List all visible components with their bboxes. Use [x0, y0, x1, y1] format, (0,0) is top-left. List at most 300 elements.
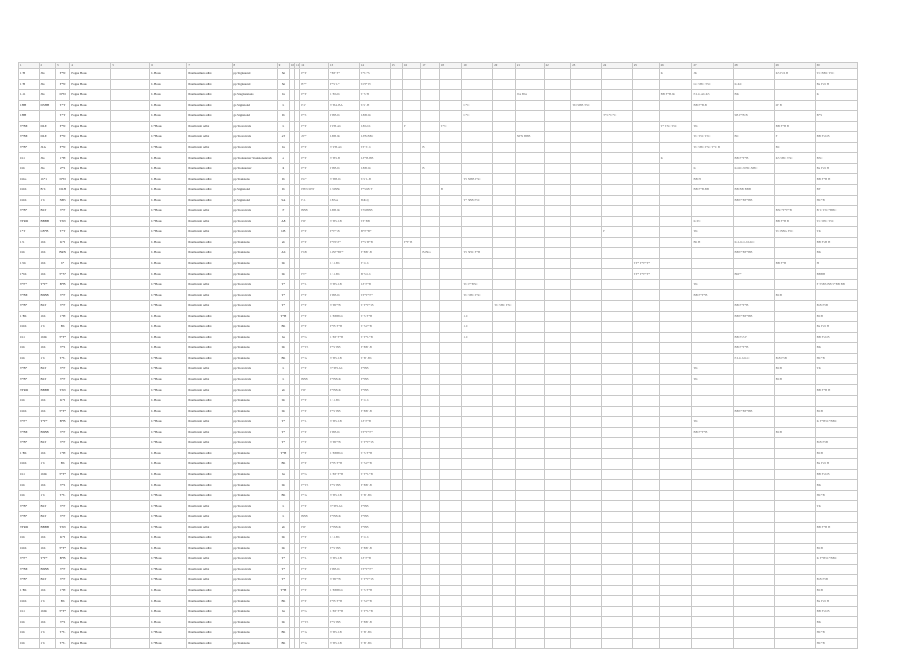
table-cell[interactable] — [774, 533, 815, 544]
table-cell[interactable] — [402, 459, 420, 470]
table-cell[interactable]: 1*H — [55, 585, 69, 596]
table-cell[interactable]: Ba Fv6 H — [815, 459, 857, 470]
table-cell[interactable] — [571, 185, 602, 196]
table-cell[interactable] — [390, 617, 402, 628]
table-cell[interactable] — [111, 90, 150, 101]
table-cell[interactable]: Ibanlaasmun adbx — [187, 100, 232, 111]
table-cell[interactable] — [111, 248, 150, 259]
table-cell[interactable]: L*Hous — [150, 142, 187, 153]
table-cell[interactable] — [692, 395, 733, 406]
table-cell[interactable] — [774, 617, 815, 628]
column-header[interactable]: 18 — [439, 63, 462, 69]
table-cell[interactable]: F.L — [300, 195, 329, 206]
table-cell[interactable] — [439, 69, 462, 80]
table-cell[interactable]: I·BB.Ib — [329, 290, 360, 301]
table-cell[interactable] — [692, 606, 733, 617]
table-cell[interactable] — [390, 353, 402, 364]
table-cell[interactable]: T*H — [277, 585, 289, 596]
table-cell[interactable] — [402, 627, 420, 638]
table-cell[interactable] — [493, 132, 516, 143]
table-cell[interactable] — [602, 163, 633, 174]
table-cell[interactable]: T* — [277, 564, 289, 575]
table-cell[interactable] — [544, 480, 571, 491]
table-cell[interactable] — [544, 343, 571, 354]
table-cell[interactable]: F*P — [300, 301, 329, 312]
table-cell[interactable] — [111, 606, 150, 617]
table-cell[interactable]: TC T5C T5C — [692, 132, 733, 143]
table-cell[interactable] — [390, 185, 402, 196]
column-header[interactable]: 10 — [291, 63, 295, 67]
table-cell[interactable]: 1·bb — [19, 258, 40, 269]
table-cell[interactable]: pp Stansions — [232, 332, 277, 343]
table-cell[interactable]: T*BE — [19, 121, 40, 132]
table-cell[interactable] — [515, 258, 544, 269]
table-cell[interactable] — [733, 174, 774, 185]
table-cell[interactable]: BB Fv6 B — [815, 132, 857, 143]
table-cell[interactable]: Ibastbavsit adbx — [187, 227, 232, 238]
table-cell[interactable]: TK — [692, 417, 733, 428]
table-cell[interactable] — [402, 227, 420, 238]
table-cell[interactable] — [815, 100, 857, 111]
table-cell[interactable]: P*P — [300, 90, 329, 101]
table-cell[interactable] — [111, 153, 150, 164]
table-cell[interactable] — [544, 269, 571, 280]
table-cell[interactable]: F*P — [300, 448, 329, 459]
table-cell[interactable] — [774, 385, 815, 396]
table-cell[interactable] — [493, 353, 516, 364]
table-cell[interactable]: F·BB·.B — [359, 406, 390, 417]
table-cell[interactable] — [439, 79, 462, 90]
table-cell[interactable] — [515, 174, 544, 185]
table-cell[interactable]: F*P — [300, 427, 329, 438]
table-cell[interactable]: Z*S — [55, 163, 69, 174]
table-cell[interactable]: pp Stonsionsv Stonsionalavsh — [232, 153, 277, 164]
table-cell[interactable]: F — [277, 206, 289, 217]
table-cell[interactable]: L*Hous — [150, 511, 187, 522]
table-cell[interactable]: BSBB — [39, 290, 55, 301]
table-cell[interactable] — [692, 406, 733, 417]
table-cell[interactable]: TFRD — [19, 522, 40, 533]
column-header[interactable]: 4 — [70, 63, 111, 69]
table-cell[interactable]: Fogus Hous — [70, 490, 111, 501]
table-cell[interactable] — [659, 501, 692, 512]
table-cell[interactable] — [421, 438, 439, 449]
table-cell[interactable] — [111, 258, 150, 269]
table-cell[interactable] — [402, 438, 420, 449]
table-cell[interactable] — [544, 554, 571, 565]
table-cell[interactable] — [493, 111, 516, 122]
table-cell[interactable]: Ibanlaasmun adbx — [187, 638, 232, 649]
table-cell[interactable]: Ibanlaasmun adbx — [187, 163, 232, 174]
table-cell[interactable] — [300, 258, 329, 269]
table-cell[interactable]: TC F*B5C — [462, 279, 493, 290]
table-cell[interactable]: Fogus Hous — [70, 311, 111, 322]
table-cell[interactable]: F*A — [300, 353, 329, 364]
table-cell[interactable] — [462, 427, 493, 438]
table-cell[interactable]: F*S·B*B — [359, 237, 390, 248]
table-cell[interactable] — [602, 79, 633, 90]
table-cell[interactable] — [733, 121, 774, 132]
table-cell[interactable] — [421, 627, 439, 638]
table-cell[interactable] — [733, 575, 774, 586]
table-cell[interactable] — [632, 248, 659, 259]
table-cell[interactable] — [462, 395, 493, 406]
table-cell[interactable]: Fogus Hous — [70, 564, 111, 575]
table-cell[interactable]: Ibanlaasmun adbx — [187, 69, 232, 80]
table-cell[interactable] — [462, 490, 493, 501]
table-cell[interactable]: T*B* — [19, 575, 40, 586]
table-cell[interactable] — [602, 511, 633, 522]
table-cell[interactable]: 1bb — [39, 617, 55, 628]
table-cell[interactable]: TC 5HC F5C — [493, 301, 516, 312]
table-cell[interactable] — [571, 174, 602, 185]
table-cell[interactable]: 1bb — [39, 448, 55, 459]
table-cell[interactable]: L Hous — [150, 343, 187, 354]
table-cell[interactable]: L*Hous — [150, 227, 187, 238]
table-cell[interactable]: BB Fv5 F — [733, 332, 774, 343]
table-cell[interactable]: pp Stovoivals — [232, 290, 277, 301]
table-cell[interactable] — [544, 227, 571, 238]
table-cell[interactable] — [390, 385, 402, 396]
table-cell[interactable] — [421, 79, 439, 90]
table-cell[interactable]: Ibanlaasmun adbx — [187, 111, 232, 122]
table-cell[interactable] — [111, 227, 150, 238]
table-cell[interactable] — [692, 311, 733, 322]
table-cell[interactable] — [733, 480, 774, 491]
table-cell[interactable]: P*S — [300, 111, 329, 122]
table-cell[interactable]: K F*B5C*BBC — [815, 417, 857, 428]
table-cell[interactable]: LB*B — [39, 227, 55, 238]
table-cell[interactable] — [774, 627, 815, 638]
table-cell[interactable] — [493, 69, 516, 80]
table-cell[interactable]: F*P — [300, 364, 329, 375]
table-cell[interactable]: BB F*B.B — [692, 100, 733, 111]
table-cell[interactable] — [515, 206, 544, 217]
table-cell[interactable] — [544, 311, 571, 322]
table-cell[interactable]: Ibanlaasmun adbx — [187, 585, 232, 596]
table-cell[interactable]: 1·.1.Bb — [329, 533, 360, 544]
table-cell[interactable] — [544, 142, 571, 153]
table-cell[interactable] — [571, 427, 602, 438]
table-cell[interactable] — [602, 100, 633, 111]
table-cell[interactable]: T*C*C*C — [602, 111, 633, 122]
table-cell[interactable]: Sn — [277, 79, 289, 90]
table-cell[interactable] — [659, 469, 692, 480]
table-cell[interactable] — [632, 279, 659, 290]
table-cell[interactable] — [602, 216, 633, 227]
table-cell[interactable] — [659, 427, 692, 438]
table-cell[interactable] — [439, 322, 462, 333]
table-cell[interactable] — [111, 522, 150, 533]
table-cell[interactable]: L*Hous — [150, 627, 187, 638]
table-cell[interactable] — [462, 269, 493, 280]
table-cell[interactable]: gs Stgnsiond — [232, 185, 277, 196]
column-header[interactable]: 23 — [571, 63, 602, 69]
table-cell[interactable] — [421, 153, 439, 164]
table-cell[interactable]: pp Stovoivals — [232, 279, 277, 290]
table-cell[interactable]: pp Stansions — [232, 237, 277, 248]
table-cell[interactable] — [632, 617, 659, 628]
table-cell[interactable]: Fogus Hous — [70, 585, 111, 596]
table-cell[interactable] — [421, 533, 439, 544]
table-cell[interactable]: BLT — [39, 501, 55, 512]
table-cell[interactable] — [632, 111, 659, 122]
table-cell[interactable]: Ba Fv6 H — [815, 322, 857, 333]
column-header[interactable]: 3 — [55, 63, 69, 69]
table-cell[interactable] — [439, 142, 462, 153]
table-cell[interactable] — [774, 501, 815, 512]
table-cell[interactable]: T*H — [277, 311, 289, 322]
table-cell[interactable] — [692, 575, 733, 586]
table-cell[interactable] — [462, 237, 493, 248]
table-cell[interactable]: Fogus Hous — [70, 153, 111, 164]
table-cell[interactable] — [390, 427, 402, 438]
column-header[interactable]: 8 — [232, 63, 277, 69]
table-cell[interactable] — [632, 79, 659, 90]
table-cell[interactable]: T·B·.Bb — [359, 490, 390, 501]
table-cell[interactable] — [462, 606, 493, 617]
table-cell[interactable] — [402, 279, 420, 290]
table-cell[interactable] — [421, 90, 439, 101]
table-cell[interactable] — [632, 417, 659, 428]
table-cell[interactable]: I.BB.bb — [329, 132, 360, 143]
table-cell[interactable]: Jbs — [39, 69, 55, 80]
table-cell[interactable]: bb — [277, 343, 289, 354]
table-cell[interactable] — [421, 364, 439, 375]
table-cell[interactable] — [602, 237, 633, 248]
table-cell[interactable] — [571, 195, 602, 206]
table-cell[interactable]: Fogus Hous — [70, 617, 111, 628]
table-cell[interactable] — [602, 301, 633, 312]
table-cell[interactable]: BK — [815, 617, 857, 628]
table-cell[interactable]: bb — [277, 533, 289, 544]
table-cell[interactable] — [774, 511, 815, 522]
column-header[interactable]: 11 — [296, 63, 300, 67]
table-cell[interactable] — [515, 395, 544, 406]
table-cell[interactable] — [602, 90, 633, 101]
table-cell[interactable]: T·PH.Ab — [329, 142, 360, 153]
table-cell[interactable] — [439, 448, 462, 459]
table-cell[interactable] — [421, 554, 439, 565]
table-cell[interactable] — [602, 427, 633, 438]
table-cell[interactable]: BBB — [300, 511, 329, 522]
table-cell[interactable]: Fogus Hous — [70, 290, 111, 301]
table-cell[interactable]: Ibanlaasmun adbx — [187, 195, 232, 206]
table-cell[interactable]: 1.C — [462, 322, 493, 333]
table-cell[interactable] — [774, 301, 815, 312]
table-cell[interactable] — [632, 206, 659, 217]
table-cell[interactable] — [439, 575, 462, 586]
table-cell[interactable]: L Hous — [150, 533, 187, 544]
table-cell[interactable] — [111, 448, 150, 459]
table-cell[interactable]: T*B* — [19, 374, 40, 385]
table-cell[interactable] — [571, 206, 602, 217]
table-cell[interactable]: Ib — [277, 111, 289, 122]
table-cell[interactable] — [515, 511, 544, 522]
table-cell[interactable] — [774, 269, 815, 280]
table-cell[interactable] — [692, 543, 733, 554]
table-cell[interactable]: PHN.SHT — [300, 185, 329, 196]
table-cell[interactable] — [421, 322, 439, 333]
table-cell[interactable] — [390, 174, 402, 185]
table-cell[interactable] — [402, 69, 420, 80]
table-cell[interactable]: BLT — [39, 511, 55, 522]
table-cell[interactable] — [462, 417, 493, 428]
table-cell[interactable] — [402, 564, 420, 575]
table-cell[interactable]: gs Stgnsiond — [232, 100, 277, 111]
column-header[interactable]: 5 — [111, 63, 150, 69]
table-cell[interactable]: BB F*F*B — [733, 301, 774, 312]
table-cell[interactable]: TF* F*F*F* — [632, 269, 659, 280]
table-cell[interactable] — [493, 332, 516, 343]
table-cell[interactable]: K.L.K.L.bb.KC — [733, 237, 774, 248]
table-cell[interactable]: TSN — [55, 522, 69, 533]
table-cell[interactable] — [421, 511, 439, 522]
table-cell[interactable] — [462, 522, 493, 533]
table-cell[interactable]: 1.11 — [19, 90, 40, 101]
table-cell[interactable] — [602, 332, 633, 343]
table-cell[interactable] — [402, 522, 420, 533]
table-cell[interactable] — [602, 185, 633, 196]
table-cell[interactable] — [632, 353, 659, 364]
table-cell[interactable]: I·BB.Ib — [329, 564, 360, 575]
table-cell[interactable]: BB F*B.bb — [659, 90, 692, 101]
table-cell[interactable]: BB F*B B — [774, 121, 815, 132]
table-cell[interactable] — [659, 174, 692, 185]
table-cell[interactable] — [439, 301, 462, 312]
table-cell[interactable] — [632, 163, 659, 174]
table-cell[interactable] — [402, 554, 420, 565]
table-cell[interactable] — [515, 417, 544, 428]
table-cell[interactable] — [659, 585, 692, 596]
table-cell[interactable]: T*BE — [19, 427, 40, 438]
column-header[interactable]: 14 — [359, 63, 390, 69]
table-cell[interactable] — [111, 585, 150, 596]
table-cell[interactable] — [390, 301, 402, 312]
table-cell[interactable] — [462, 301, 493, 312]
table-cell[interactable] — [111, 343, 150, 354]
table-cell[interactable] — [390, 79, 402, 90]
table-cell[interactable]: 1HH — [19, 111, 40, 122]
table-cell[interactable]: K5 5HC T5C — [774, 153, 815, 164]
table-cell[interactable] — [390, 311, 402, 322]
table-cell[interactable] — [571, 69, 602, 80]
table-cell[interactable]: pp Stovoivals — [232, 364, 277, 375]
table-cell[interactable] — [390, 564, 402, 575]
table-cell[interactable]: BB Fv6 B — [815, 332, 857, 343]
table-cell[interactable] — [632, 332, 659, 343]
table-cell[interactable]: BCB — [815, 543, 857, 554]
table-cell[interactable] — [774, 311, 815, 322]
table-cell[interactable] — [439, 227, 462, 238]
table-cell[interactable] — [659, 185, 692, 196]
table-cell[interactable] — [493, 195, 516, 206]
column-header[interactable]: 13 — [329, 63, 360, 69]
table-cell[interactable] — [544, 374, 571, 385]
table-cell[interactable]: TK — [692, 374, 733, 385]
table-cell[interactable] — [515, 79, 544, 90]
table-cell[interactable] — [421, 395, 439, 406]
table-cell[interactable] — [111, 427, 150, 438]
table-cell[interactable]: Bb — [55, 322, 69, 333]
table-cell[interactable] — [515, 564, 544, 575]
table-cell[interactable] — [632, 174, 659, 185]
table-cell[interactable]: L Hous — [150, 79, 187, 90]
table-cell[interactable] — [421, 469, 439, 480]
table-cell[interactable]: Ibanlaasmun adbx — [187, 322, 232, 333]
table-cell[interactable] — [421, 185, 439, 196]
table-cell[interactable]: T·B·.Bb — [359, 627, 390, 638]
table-cell[interactable] — [421, 374, 439, 385]
table-cell[interactable] — [421, 279, 439, 290]
table-cell[interactable] — [571, 132, 602, 143]
table-cell[interactable] — [462, 385, 493, 396]
table-cell[interactable] — [544, 353, 571, 364]
table-cell[interactable]: K — [692, 163, 733, 174]
table-cell[interactable] — [659, 617, 692, 628]
table-cell[interactable]: BLT — [39, 301, 55, 312]
table-cell[interactable] — [774, 406, 815, 417]
table-cell[interactable] — [733, 564, 774, 575]
table-cell[interactable]: T*B* — [19, 301, 40, 312]
table-cell[interactable]: Ibastbavsit adbx — [187, 501, 232, 512]
table-cell[interactable]: 1*bb — [19, 269, 40, 280]
table-cell[interactable] — [571, 269, 602, 280]
table-cell[interactable]: Fogus Hous — [70, 227, 111, 238]
table-cell[interactable] — [815, 511, 857, 522]
table-cell[interactable] — [659, 163, 692, 174]
table-cell[interactable] — [692, 469, 733, 480]
table-cell[interactable] — [402, 322, 420, 333]
table-cell[interactable] — [733, 427, 774, 438]
table-cell[interactable] — [439, 606, 462, 617]
table-cell[interactable]: I.F·F*B — [359, 417, 390, 428]
table-cell[interactable] — [515, 227, 544, 238]
table-cell[interactable] — [421, 543, 439, 554]
table-cell[interactable] — [421, 311, 439, 322]
table-cell[interactable] — [390, 132, 402, 143]
table-cell[interactable] — [390, 258, 402, 269]
table-cell[interactable] — [390, 459, 402, 470]
table-cell[interactable] — [439, 279, 462, 290]
table-cell[interactable] — [544, 448, 571, 459]
table-cell[interactable] — [692, 322, 733, 333]
table-cell[interactable]: pp Stovoivals — [232, 132, 277, 143]
table-cell[interactable] — [544, 417, 571, 428]
table-cell[interactable]: Ibastbavsit adbx — [187, 364, 232, 375]
table-cell[interactable] — [571, 554, 602, 565]
table-cell[interactable]: Ib — [277, 174, 289, 185]
table-cell[interactable]: FbB — [300, 248, 329, 259]
column-header[interactable]: 28 — [733, 63, 774, 69]
table-cell[interactable]: BK — [815, 343, 857, 354]
table-cell[interactable] — [111, 459, 150, 470]
table-cell[interactable]: T*B* — [19, 364, 40, 375]
table-cell[interactable] — [515, 501, 544, 512]
table-cell[interactable]: bb — [277, 269, 289, 280]
table-cell[interactable] — [111, 438, 150, 449]
table-cell[interactable] — [544, 575, 571, 586]
table-cell[interactable] — [515, 617, 544, 628]
table-cell[interactable] — [515, 427, 544, 438]
table-cell[interactable] — [439, 554, 462, 565]
table-cell[interactable] — [544, 185, 571, 196]
table-cell[interactable]: F*A — [300, 490, 329, 501]
table-cell[interactable]: I.BB.bb — [329, 206, 360, 217]
table-cell[interactable]: T·B·.Bb — [359, 353, 390, 364]
table-cell[interactable]: F*L — [300, 279, 329, 290]
column-header[interactable]: 21 — [515, 63, 544, 69]
